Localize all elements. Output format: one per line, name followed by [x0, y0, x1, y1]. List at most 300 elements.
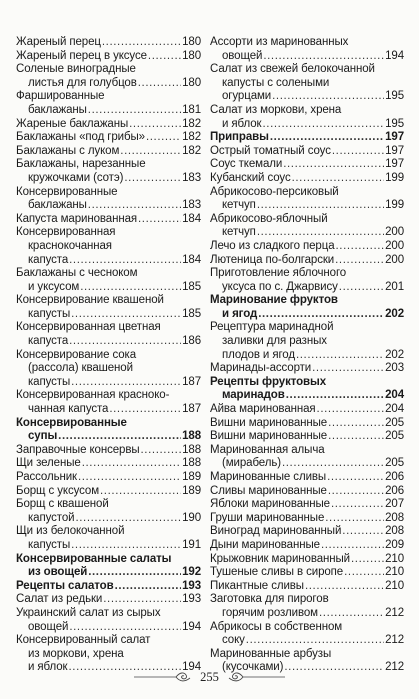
- toc-entry: [210, 294, 404, 321]
- toc-entry-title: капуста: [28, 253, 69, 266]
- toc-entry-line: [16, 621, 201, 635]
- toc-entry: [210, 267, 404, 294]
- toc-entry-title: Заправочные консервы: [16, 443, 140, 456]
- toc-entry-line: [210, 593, 404, 607]
- toc-entry-line: [210, 498, 404, 512]
- toc-page-number: 180: [182, 76, 201, 89]
- toc-entry-title: и яблок: [222, 117, 262, 130]
- toc-page-number: 212: [385, 606, 404, 619]
- toc-entry-title: Щи зеленые: [16, 457, 81, 470]
- toc-entry: [210, 539, 404, 553]
- toc-entry-line: [210, 321, 404, 335]
- dot-leader: [257, 226, 384, 240]
- toc-page-number: 206: [385, 484, 404, 497]
- dot-leader: [258, 308, 384, 322]
- toc-entry-line: [16, 308, 201, 322]
- toc-page-number: 202: [385, 348, 404, 361]
- toc-entry: [16, 471, 201, 485]
- toc-entry: [16, 226, 201, 267]
- toc-entry-line: [16, 512, 201, 526]
- toc-right-column: [210, 36, 404, 675]
- toc-page-number: 194: [182, 661, 201, 674]
- toc-entry: [210, 145, 404, 159]
- toc-entry-title: Маринады-ассорти: [210, 362, 312, 375]
- toc-entry-line: [16, 254, 201, 268]
- toc-entry-title: и ягод: [222, 307, 258, 320]
- dot-leader: [296, 349, 384, 363]
- toc-page-number: 182: [182, 144, 201, 157]
- toc-entry-title: Виноград маринованный: [210, 525, 342, 538]
- toc-entry-title: (рассола) квашеной: [28, 362, 133, 375]
- dot-leader: [327, 471, 384, 485]
- toc-entry-title: Салат из свежей белокочанной: [210, 63, 375, 76]
- toc-entry-title: Украинский салат из сырых: [16, 606, 161, 619]
- dot-leader: [335, 254, 384, 268]
- toc-entry-title: Борщ с уксусом: [16, 484, 100, 497]
- toc-entry-title: Заготовка для пирогов: [210, 593, 329, 606]
- toc-entry: [210, 580, 404, 594]
- dot-leader: [82, 457, 181, 471]
- toc-entry: [210, 471, 404, 485]
- dot-leader: [305, 580, 384, 594]
- toc-page-number: 187: [182, 375, 201, 388]
- toc-entry-line: [16, 389, 201, 403]
- toc-entry-title: Ассорти из маринованных: [210, 36, 349, 48]
- toc-page-number: 199: [385, 199, 404, 212]
- toc-entry: [16, 607, 201, 634]
- toc-entry-line: [210, 335, 404, 349]
- toc-entry: [210, 63, 404, 104]
- toc-entry-line: [210, 104, 404, 118]
- dot-leader: [344, 566, 384, 580]
- toc-entry-line: [16, 294, 201, 308]
- dot-leader: [88, 199, 181, 213]
- right-ornament-icon: [225, 671, 287, 683]
- toc-entry-line: [16, 63, 201, 77]
- toc-page-number: 197: [385, 144, 404, 157]
- toc-entry-line: [210, 376, 404, 390]
- dot-leader: [78, 471, 181, 485]
- dot-leader: [351, 553, 384, 567]
- toc-entry: [210, 525, 404, 539]
- toc-entry-title: Маринованные арбузы: [210, 647, 332, 660]
- toc-entry-title: Салат из моркови, хрена: [210, 103, 342, 116]
- toc-entry: [16, 294, 201, 321]
- toc-page-number: 184: [182, 212, 201, 225]
- toc-entry: [16, 36, 201, 50]
- toc-entry-title: Вишни маринованные: [210, 416, 328, 429]
- toc-entry-title: Груши маринованные: [210, 511, 325, 524]
- toc-entry-line: [210, 389, 404, 403]
- toc-entry-line: [210, 444, 404, 458]
- toc-page-number: 188: [182, 430, 201, 443]
- toc-page-number: 188: [182, 457, 201, 470]
- toc-page-number: 185: [182, 280, 201, 293]
- toc-entry-title: Салат из редьки: [16, 593, 103, 606]
- toc-entry-line: [210, 63, 404, 77]
- toc-page-number: 194: [385, 49, 404, 62]
- toc-entry: [16, 118, 201, 132]
- toc-entry: [210, 444, 404, 471]
- toc-entry-line: [210, 36, 404, 50]
- toc-entry: [16, 444, 201, 458]
- dot-leader: [88, 104, 181, 118]
- toc-entry-line: [16, 240, 201, 254]
- toc-entry-line: [210, 553, 404, 567]
- toc-page-number: 190: [182, 511, 201, 524]
- toc-entry: [210, 593, 404, 620]
- toc-entry-title: заливки для разных: [222, 335, 327, 348]
- toc-entry-line: [16, 186, 201, 200]
- dot-leader: [71, 376, 181, 390]
- toc-entry-title: баклажаны: [28, 103, 87, 116]
- toc-entry: [210, 376, 404, 403]
- toc-entry-line: [16, 349, 201, 363]
- dot-leader: [115, 580, 182, 594]
- dot-leader: [339, 281, 384, 295]
- toc-entry-line: [16, 403, 201, 417]
- toc-entry-line: [16, 430, 201, 444]
- dot-leader: [69, 335, 181, 349]
- dot-leader: [328, 417, 384, 431]
- toc-entry-title: Соус ткемали: [210, 158, 283, 171]
- toc-page-number: 189: [182, 484, 201, 497]
- toc-entry: [16, 580, 201, 594]
- toc-entry-title: Консервирование сока: [16, 348, 137, 361]
- dot-leader: [129, 118, 181, 132]
- toc-entry-line: [210, 634, 404, 648]
- toc-entry-line: [210, 50, 404, 64]
- toc-entry-title: Рецептура маринадной: [210, 321, 334, 334]
- dot-leader: [263, 50, 384, 64]
- toc-page-number: 199: [385, 171, 404, 184]
- dot-leader: [328, 485, 384, 499]
- toc-entry-line: [210, 648, 404, 662]
- toc-entry-line: [210, 294, 404, 308]
- toc-entry-title: Консервированная краснoко-: [16, 389, 170, 402]
- dot-leader: [257, 199, 384, 213]
- toc-entry-line: [210, 417, 404, 431]
- dot-leader: [312, 362, 384, 376]
- toc-entry-title: капусты: [28, 375, 71, 388]
- toc-entry: [210, 417, 404, 431]
- toc-entry: [210, 485, 404, 499]
- toc-entry: [16, 131, 201, 145]
- toc-entry-line: [16, 321, 201, 335]
- dot-leader: [102, 36, 181, 50]
- toc-entry-line: [16, 457, 201, 471]
- toc-entry-title: Соленые виноградные: [16, 63, 136, 76]
- toc-page-number: 194: [182, 620, 201, 633]
- dot-leader: [138, 77, 181, 91]
- toc-entry: [16, 321, 201, 348]
- dot-leader: [148, 50, 181, 64]
- toc-page-number: 197: [385, 158, 404, 171]
- dot-leader: [103, 593, 181, 607]
- toc-page-number: 212: [385, 661, 404, 674]
- toc-page-number: 183: [182, 171, 201, 184]
- toc-entry-line: [16, 648, 201, 662]
- toc-entry: [16, 145, 201, 159]
- toc-entry-line: [210, 226, 404, 240]
- toc-entry-title: Тушеные сливы в сиропе: [210, 566, 344, 579]
- dot-leader: [75, 512, 181, 526]
- toc-entry-line: [16, 281, 201, 295]
- toc-page-number: 206: [385, 471, 404, 483]
- toc-entry-line: [210, 566, 404, 580]
- toc-entry-title: Пикантные сливы: [210, 579, 304, 592]
- toc-entry-title: Консервированные: [16, 416, 127, 429]
- toc-page-number: 204: [385, 403, 404, 416]
- toc-left-column: [16, 36, 201, 675]
- toc-entry-line: [210, 213, 404, 227]
- page-footer: [0, 668, 419, 686]
- dot-leader: [262, 118, 384, 132]
- toc-entry-line: [210, 580, 404, 594]
- toc-entry-title: Айва маринованная: [210, 403, 316, 416]
- toc-entry: [16, 485, 201, 499]
- toc-entry: [16, 417, 201, 444]
- toc-entry-title: Жареный перец в уксусе: [16, 49, 147, 62]
- toc-entry-title: Дыни маринованные: [210, 538, 320, 551]
- toc-entry: [16, 593, 201, 607]
- toc-entry-title: Абрикосы в собственном: [210, 620, 343, 633]
- toc-entry: [16, 267, 201, 294]
- dot-leader: [138, 213, 181, 227]
- toc-entry: [210, 158, 404, 172]
- toc-entry: [210, 213, 404, 240]
- dot-leader: [141, 444, 182, 458]
- toc-entry-title: супы: [28, 430, 58, 443]
- toc-entry: [210, 240, 404, 254]
- toc-entry-title: Яблоки маринованные: [210, 498, 330, 511]
- toc-entry-line: [16, 485, 201, 499]
- dot-leader: [272, 90, 384, 104]
- toc-entry-line: [16, 593, 201, 607]
- toc-page-number: 197: [385, 131, 404, 144]
- toc-entry-title: капусты: [28, 307, 71, 320]
- toc-entry: [16, 553, 201, 580]
- toc-entry: [16, 50, 201, 64]
- toc-entry: [16, 158, 201, 185]
- toc-entry-line: [210, 430, 404, 444]
- toc-entry-title: уксуса по с. Джарвису: [222, 280, 338, 293]
- toc-entry-title: краснокочанная: [28, 239, 112, 252]
- toc-entry-line: [210, 539, 404, 553]
- toc-entry-title: Консервированные: [16, 185, 118, 198]
- dot-leader: [283, 158, 384, 172]
- toc-page-number: 180: [182, 36, 201, 48]
- toc-entry-line: [210, 131, 404, 145]
- toc-entry-line: [210, 267, 404, 281]
- toc-page-number: 187: [182, 403, 201, 416]
- toc-entry: [210, 172, 404, 186]
- toc-entry-title: кружочками (сотэ): [28, 171, 124, 184]
- toc-entry-line: [210, 172, 404, 186]
- toc-entry-title: Маринованная алыча: [210, 443, 325, 456]
- toc-entry-title: Острый томатный соус: [210, 144, 331, 157]
- toc-page-number: 189: [182, 471, 201, 483]
- toc-entry-title: капуста: [28, 335, 69, 348]
- dot-leader: [336, 240, 385, 254]
- toc-entry-line: [16, 90, 201, 104]
- toc-entry-line: [210, 349, 404, 363]
- toc-entry-title: и яблок: [28, 661, 68, 674]
- toc-entry-title: Баклажаны «под грибы»: [16, 131, 145, 144]
- toc-entry: [210, 566, 404, 580]
- toc-entry: [16, 90, 201, 117]
- toc-page-number: 184: [182, 253, 201, 266]
- toc-entry-title: Борщ с квашеной: [16, 498, 109, 511]
- toc-entry: [210, 498, 404, 512]
- dot-leader: [58, 430, 181, 444]
- toc-entry-title: Щи из белокочанной: [16, 525, 125, 538]
- toc-entry-line: [210, 118, 404, 132]
- dot-leader: [328, 430, 384, 444]
- toc-page-number: 200: [385, 226, 404, 239]
- dot-leader: [71, 539, 181, 553]
- toc-entry-title: из моркови, хрена: [28, 647, 124, 660]
- toc-entry-line: [210, 254, 404, 268]
- toc-entry-title: капустой: [28, 511, 75, 524]
- toc-entry-title: (кусочками): [222, 661, 284, 674]
- dot-leader: [80, 281, 181, 295]
- toc-entry-line: [16, 444, 201, 458]
- toc-entry-title: Жареный перец: [16, 36, 101, 48]
- toc-entry-line: [16, 539, 201, 553]
- toc-entry-title: Жареные баклажаны: [16, 117, 129, 130]
- dot-leader: [292, 172, 385, 186]
- toc-entry-line: [210, 457, 404, 471]
- toc-page-number: 212: [385, 634, 404, 647]
- toc-entry: [210, 430, 404, 444]
- toc-entry-title: капусты: [28, 538, 71, 551]
- dot-leader: [342, 525, 384, 539]
- toc-entry-line: [16, 50, 201, 64]
- toc-entry-line: [210, 525, 404, 539]
- toc-entry: [210, 362, 404, 376]
- toc-entry-title: Кубанский соус: [210, 171, 291, 184]
- toc-entry-title: Рассольник: [16, 471, 77, 483]
- toc-entry-title: Приготовление яблочного: [210, 267, 347, 280]
- toc-entry-title: кетчуп: [222, 226, 256, 239]
- toc-entry-line: [16, 267, 201, 281]
- toc-entry-title: Маринование фруктов: [210, 294, 338, 307]
- toc-page-number: 204: [385, 389, 404, 402]
- toc-entry-title: Консервированные салаты: [16, 552, 172, 565]
- toc-entry: [16, 186, 201, 213]
- dot-leader: [331, 498, 384, 512]
- toc-entry: [16, 525, 201, 552]
- toc-entry-line: [210, 199, 404, 213]
- toc-entry: [16, 389, 201, 416]
- toc-page-number: 180: [182, 49, 201, 62]
- toc-entry-line: [16, 77, 201, 91]
- toc-entry-line: [210, 403, 404, 417]
- dot-leader: [71, 308, 181, 322]
- toc-entry: [16, 213, 201, 227]
- toc-entry-line: [210, 471, 404, 485]
- dot-leader: [69, 621, 181, 635]
- toc-entry-line: [16, 172, 201, 186]
- left-ornament-icon: [132, 671, 194, 683]
- dot-leader: [246, 634, 384, 648]
- toc-entry-title: Капуста маринованная: [16, 212, 137, 225]
- toc-entry-title: овощей: [28, 620, 69, 633]
- toc-page-number: 208: [385, 525, 404, 538]
- toc-entry-line: [210, 186, 404, 200]
- toc-entry: [210, 403, 404, 417]
- toc-entry: [16, 457, 201, 471]
- toc-entry-line: [16, 498, 201, 512]
- toc-page-number: 188: [182, 443, 201, 456]
- toc-entry-line: [210, 77, 404, 91]
- toc-page-number: 210: [385, 566, 404, 579]
- toc-entry-line: [16, 213, 201, 227]
- toc-entry-line: [16, 36, 201, 50]
- toc-page-number: 207: [385, 498, 404, 511]
- toc-entry: [210, 186, 404, 213]
- toc-page-number: 191: [182, 538, 201, 551]
- toc-entry-line: [16, 634, 201, 648]
- toc-entry-line: [210, 240, 404, 254]
- toc-entry: [210, 254, 404, 268]
- toc-page-number: 193: [182, 593, 201, 606]
- toc-entry-title: Консервирование квашеной: [16, 294, 164, 307]
- toc-entry: [16, 63, 201, 90]
- toc-page-number: 205: [385, 430, 404, 443]
- dot-leader: [69, 254, 181, 268]
- toc-page-number: 181: [182, 103, 201, 116]
- toc-entry-title: плодов и ягод: [222, 348, 295, 361]
- toc-page-number: 210: [385, 579, 404, 592]
- toc-page-number: 208: [385, 511, 404, 524]
- toc-page-number: 210: [385, 552, 404, 565]
- dot-leader: [146, 131, 181, 145]
- toc-entry-line: [16, 335, 201, 349]
- dot-leader: [109, 403, 181, 417]
- toc-entry-title: Сливы маринованные: [210, 484, 327, 497]
- dot-leader: [332, 145, 384, 159]
- toc-entry-title: капусты с солеными: [222, 76, 330, 89]
- toc-page-number: 182: [182, 131, 201, 144]
- toc-page-number: 192: [182, 566, 201, 579]
- toc-page-number: 202: [385, 307, 404, 320]
- toc-entry-line: [16, 226, 201, 240]
- toc-entry-title: Рецепты фруктовых: [210, 375, 327, 388]
- dot-leader: [124, 172, 181, 186]
- toc-entry-title: Вишни маринованные: [210, 430, 328, 443]
- toc-entry-title: Лечо из сладкого перца: [210, 239, 335, 252]
- dot-leader: [319, 607, 384, 621]
- toc-entry-title: маринадов: [222, 389, 285, 402]
- toc-entry-line: [16, 131, 201, 145]
- toc-entry-line: [210, 621, 404, 635]
- toc-entry-title: Консервированная цветная: [16, 321, 161, 334]
- toc-entry-line: [16, 118, 201, 132]
- toc-page-number: 195: [385, 90, 404, 103]
- toc-page-number: 201: [385, 280, 404, 293]
- dot-leader: [120, 145, 181, 159]
- toc-entry-title: Баклажаны, нарезанные: [16, 158, 146, 171]
- toc-entry-title: (мирабель): [222, 457, 281, 470]
- toc-entry-line: [16, 417, 201, 431]
- toc-entry-line: [210, 158, 404, 172]
- toc-entry-line: [210, 90, 404, 104]
- toc-entry: [16, 349, 201, 390]
- toc-entry: [210, 621, 404, 648]
- toc-entry-title: из овощей: [28, 566, 88, 579]
